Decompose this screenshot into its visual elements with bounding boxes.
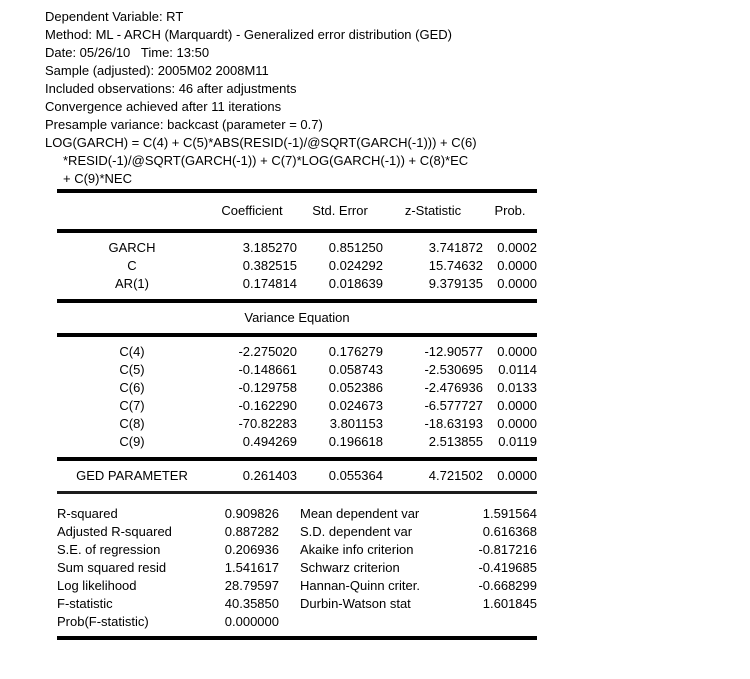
z-statistic-value: 2.513855 — [428, 434, 483, 449]
stat-label: Adjusted R-squared — [57, 524, 172, 539]
coef-table-header-row — [57, 193, 537, 229]
stat-value: 1.601845 — [482, 596, 537, 611]
stat-label: F-statistic — [57, 596, 113, 611]
variable-name: C(6) — [119, 380, 145, 395]
divider — [57, 636, 537, 640]
prob-value: 0.0000 — [497, 258, 537, 273]
coefficient-value: 3.185270 — [242, 240, 297, 255]
stat-value: 28.79597 — [224, 578, 279, 593]
results-table — [57, 189, 537, 640]
variable-name: AR(1) — [115, 276, 149, 291]
z-statistic-value: -12.90577 — [424, 344, 483, 359]
stat-value: 0.909826 — [224, 506, 279, 521]
coefficient-value: -0.129758 — [238, 380, 297, 395]
z-statistic-value: 9.379135 — [428, 276, 483, 291]
sample-line: Sample (adjusted): 2005M02 2008M11 — [45, 63, 269, 78]
stat-label: Hannan-Quinn criter. — [300, 578, 420, 593]
std-error-value: 0.176279 — [328, 344, 383, 359]
column-header-prob: Prob. — [494, 203, 526, 218]
z-statistic-value: -2.530695 — [424, 362, 483, 377]
column-header-z-statistic: z-Statistic — [404, 203, 462, 218]
variance-equation-section — [57, 337, 537, 457]
observations-line: Included observations: 46 after adjustments — [45, 81, 297, 96]
estimation-summary — [45, 8, 750, 188]
stat-value: 1.591564 — [482, 506, 537, 521]
stat-label: Prob(F-statistic) — [57, 614, 149, 629]
stat-value: -0.817216 — [478, 542, 537, 557]
stat-label: Schwarz criterion — [300, 560, 400, 575]
stat-label: Akaike info criterion — [300, 542, 414, 557]
garch-equation-line: LOG(GARCH) = C(4) + C(5)*ABS(RESID(-1)/@SQRT(GARCH(-1))) + C(6) — [45, 135, 477, 150]
summary-statistics-table — [57, 505, 537, 631]
mean-equation-section — [57, 233, 537, 299]
stat-value: -0.419685 — [478, 560, 537, 575]
ged-parameter-row — [57, 461, 537, 491]
stats-row — [57, 505, 537, 523]
variable-name: C(5) — [119, 362, 145, 377]
coefficient-value: -0.162290 — [238, 398, 297, 413]
variable-name: GED PARAMETER — [76, 468, 188, 483]
stat-value: 0.000000 — [224, 614, 279, 629]
prob-value: 0.0000 — [497, 276, 537, 291]
prob-value: 0.0114 — [498, 362, 537, 377]
dependent-variable-line: Dependent Variable: RT — [45, 9, 184, 24]
coef-row — [57, 433, 537, 451]
stat-value: 40.35850 — [224, 596, 279, 611]
prob-value: 0.0000 — [497, 468, 537, 483]
variable-name: C — [127, 258, 137, 273]
std-error-value: 3.801153 — [329, 416, 383, 431]
z-statistic-value: -18.63193 — [424, 416, 483, 431]
stat-value: -0.668299 — [478, 578, 537, 593]
coef-row — [57, 361, 537, 379]
coefficient-value: 0.494269 — [242, 434, 297, 449]
coef-row — [57, 397, 537, 415]
column-header-std-error: Std. Error — [312, 203, 368, 218]
presample-variance-line: Presample variance: backcast (parameter = 0.7) — [45, 117, 323, 132]
summary-statistics-section — [57, 494, 537, 636]
z-statistic-value: -6.577727 — [424, 398, 483, 413]
std-error-value: 0.196618 — [328, 434, 383, 449]
coef-row — [57, 379, 537, 397]
column-header-variable — [57, 193, 207, 229]
stat-value: 0.887282 — [224, 524, 279, 539]
coef-row — [57, 275, 537, 293]
stat-value: 1.541617 — [224, 560, 279, 575]
column-header-coefficient: Coefficient — [221, 203, 283, 218]
std-error-value: 0.058743 — [328, 362, 383, 377]
std-error-value: 0.052386 — [328, 380, 383, 395]
stat-label: S.E. of regression — [57, 542, 161, 557]
garch-equation-line: + C(9)*NEC — [63, 171, 132, 186]
stats-row — [57, 541, 537, 559]
date-time-line: Date: 05/26/10 Time: 13:50 — [45, 45, 210, 60]
stats-row — [57, 595, 537, 613]
ged-parameter-table — [57, 461, 537, 491]
coefficient-value: 0.261403 — [242, 468, 297, 483]
coefficient-value: -2.275020 — [238, 344, 297, 359]
std-error-value: 0.851250 — [328, 240, 383, 255]
stats-row — [57, 613, 537, 631]
prob-value: 0.0002 — [497, 240, 537, 255]
stat-value: 0.616368 — [482, 524, 537, 539]
stat-value: 0.206936 — [224, 542, 279, 557]
method-line: Method: ML - ARCH (Marquardt) - Generalized error distribution (GED) — [45, 27, 452, 42]
variance-equation-title: Variance Equation — [244, 310, 350, 325]
std-error-value: 0.024673 — [328, 398, 383, 413]
variable-name: C(7) — [119, 398, 145, 413]
stat-label: Sum squared resid — [57, 560, 167, 575]
stat-label: Mean dependent var — [300, 506, 420, 521]
variable-name: C(9) — [119, 434, 145, 449]
stats-row — [57, 577, 537, 595]
coef-row — [57, 415, 537, 433]
z-statistic-value: -2.476936 — [424, 380, 483, 395]
coefficient-value: -70.82283 — [238, 416, 297, 431]
z-statistic-value: 15.74632 — [428, 258, 483, 273]
coef-table-header — [57, 193, 537, 229]
stat-label — [279, 613, 457, 631]
convergence-line: Convergence achieved after 11 iterations — [45, 99, 282, 114]
garch-equation-line: *RESID(-1)/@SQRT(GARCH(-1)) + C(7)*LOG(GARCH(-1)) + C(8)*EC — [63, 153, 469, 168]
prob-value: 0.0000 — [497, 344, 537, 359]
coef-row — [57, 239, 537, 257]
prob-value: 0.0119 — [498, 434, 537, 449]
coefficient-value: 0.174814 — [242, 276, 297, 291]
mean-equation-table — [57, 239, 537, 293]
stat-label: Durbin-Watson stat — [300, 596, 411, 611]
prob-value: 0.0000 — [497, 416, 537, 431]
std-error-value: 0.055364 — [328, 468, 383, 483]
stat-value — [457, 613, 537, 631]
prob-value: 0.0133 — [497, 380, 537, 395]
coef-row — [57, 257, 537, 275]
coefficient-value: -0.148661 — [238, 362, 297, 377]
std-error-value: 0.024292 — [328, 258, 383, 273]
stats-row — [57, 523, 537, 541]
std-error-value: 0.018639 — [328, 276, 383, 291]
coefficient-value: 0.382515 — [242, 258, 297, 273]
variable-name: GARCH — [108, 240, 156, 255]
stat-label: Log likelihood — [57, 578, 137, 593]
prob-value: 0.0000 — [497, 398, 537, 413]
variance-equation-table — [57, 343, 537, 451]
z-statistic-value: 3.741872 — [428, 240, 483, 255]
stat-label: S.D. dependent var — [300, 524, 413, 539]
stat-label: R-squared — [57, 506, 118, 521]
variable-name: C(4) — [119, 344, 145, 359]
stats-row — [57, 559, 537, 577]
variable-name: C(8) — [119, 416, 145, 431]
z-statistic-value: 4.721502 — [428, 468, 483, 483]
coef-row — [57, 343, 537, 361]
